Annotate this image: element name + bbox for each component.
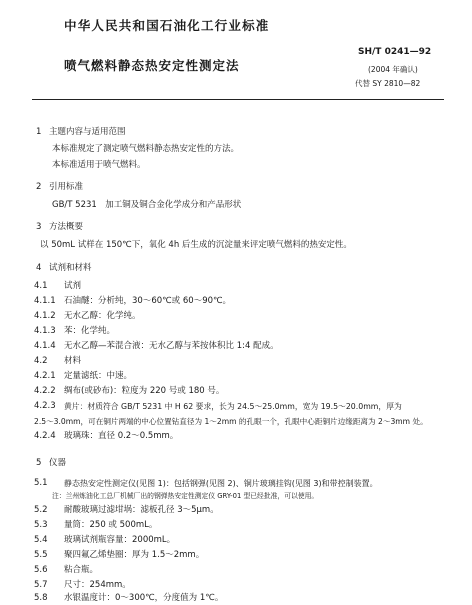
item-text: 黄片：材质符合 GB/T 5231 中 H 62 要求，长为 24.5～25.0mm，宽为 19.5～20.0mm，厚为 <box>64 402 402 411</box>
replaces-note: 代替 SY 2810—82 <box>355 79 421 88</box>
item-number: 4.2.4 <box>34 431 56 441</box>
item-text: 无水乙醇—苯混合液：无水乙醇与苯按体积比 1:4 配成。 <box>64 341 279 351</box>
item-text: 玻璃试剂瓶容量：2000mL。 <box>64 535 176 545</box>
item-text: 石油醚：分析纯，30～60℃或 60～90℃。 <box>64 296 232 306</box>
section-number: 2 <box>36 182 42 192</box>
item-number: 5.4 <box>34 535 48 545</box>
section-title: 方法概要 <box>49 222 84 232</box>
section-number: 1 <box>36 127 42 137</box>
section-title: 主题内容与适用范围 <box>49 127 126 137</box>
item-text: 水银温度计：0～300℃，分度值为 1℃。 <box>64 593 224 603</box>
item-note: 注：兰州炼油化工总厂机械厂出的钢弹热安定性测定仪 GRY-01 型已经批准，可以使用。 <box>52 492 319 500</box>
paragraph: 以 50mL 试样在 150℃下，氧化 4h 后生成的沉淀量来评定喷气燃料的热安定性。 <box>40 240 352 250</box>
item-number: 4.1.1 <box>34 296 56 306</box>
item-text: 绸布(或砂布)：粒度为 220 号或 180 号。 <box>64 386 225 396</box>
item-number: 4.2 <box>34 356 48 366</box>
header-divider <box>32 99 444 100</box>
item-text: 聚四氟乙烯垫圈：厚为 1.5～2mm。 <box>64 550 205 560</box>
item-number: 4.1.2 <box>34 311 56 321</box>
paragraph: 本标准规定了测定喷气燃料静态热安定性的方法。 <box>52 144 240 154</box>
item-number: 5.5 <box>34 550 48 560</box>
item-text: 耐酸玻璃过滤坩埚：滤板孔径 3～5μm。 <box>64 505 219 515</box>
item-number: 4.2.1 <box>34 371 56 381</box>
section-number: 4 <box>36 263 42 273</box>
item-number: 5.6 <box>34 565 48 575</box>
standard-number: SH/T 0241—92 <box>358 47 432 57</box>
item-number: 5.1 <box>34 478 48 488</box>
paragraph: 本标准适用于喷气燃料。 <box>52 160 146 170</box>
document-title: 喷气燃料静态热安定性测定法 <box>64 58 240 73</box>
item-text: 玻璃珠：直径 0.2～0.5mm。 <box>64 431 179 441</box>
paragraph: GB/T 5231 加工铜及铜合金化学成分和产品形状 <box>52 200 242 210</box>
item-number: 5.3 <box>34 520 48 530</box>
section-title: 仪器 <box>49 458 67 468</box>
item-text: 静态热安定性测定仪(见图 1)：包括钢弹(见图 2)、铜片玻璃挂钩(见图 3)和带控制装置。 <box>64 479 378 488</box>
item-text: 苯：化学纯。 <box>64 326 116 336</box>
item-number: 4.1.3 <box>34 326 56 336</box>
section-number: 3 <box>36 222 42 232</box>
item-text: 尺寸：254mm。 <box>64 580 131 590</box>
item-text: 试剂 <box>64 281 82 291</box>
item-number: 4.2.2 <box>34 386 56 396</box>
item-number: 5.8 <box>34 593 48 603</box>
item-number: 4.2.3 <box>34 401 56 411</box>
item-number: 5.2 <box>34 505 48 515</box>
item-text-continued: 2.5～3.0mm，可在铜片两端的中心位置钻直径为 1～2mm 的孔眼一个，孔眼中心距铜片边缘距离为 2～3mm 处。 <box>34 417 428 426</box>
item-number: 5.7 <box>34 580 48 590</box>
reaffirm-note: (2004 年确认) <box>368 65 418 74</box>
section-title: 引用标准 <box>49 182 84 192</box>
item-text: 材料 <box>64 356 82 366</box>
item-text: 无水乙醇：化学纯。 <box>64 311 141 321</box>
standard-body-title: 中华人民共和国石油化工行业标准 <box>64 18 270 33</box>
item-text: 定量滤纸：中速。 <box>64 371 133 381</box>
item-text: 粘合瓶。 <box>64 565 99 575</box>
item-number: 4.1 <box>34 281 48 291</box>
item-number: 4.1.4 <box>34 341 56 351</box>
section-number: 5 <box>36 458 42 468</box>
item-text: 量筒：250 或 500mL。 <box>64 520 158 530</box>
section-title: 试剂和材料 <box>49 263 92 273</box>
